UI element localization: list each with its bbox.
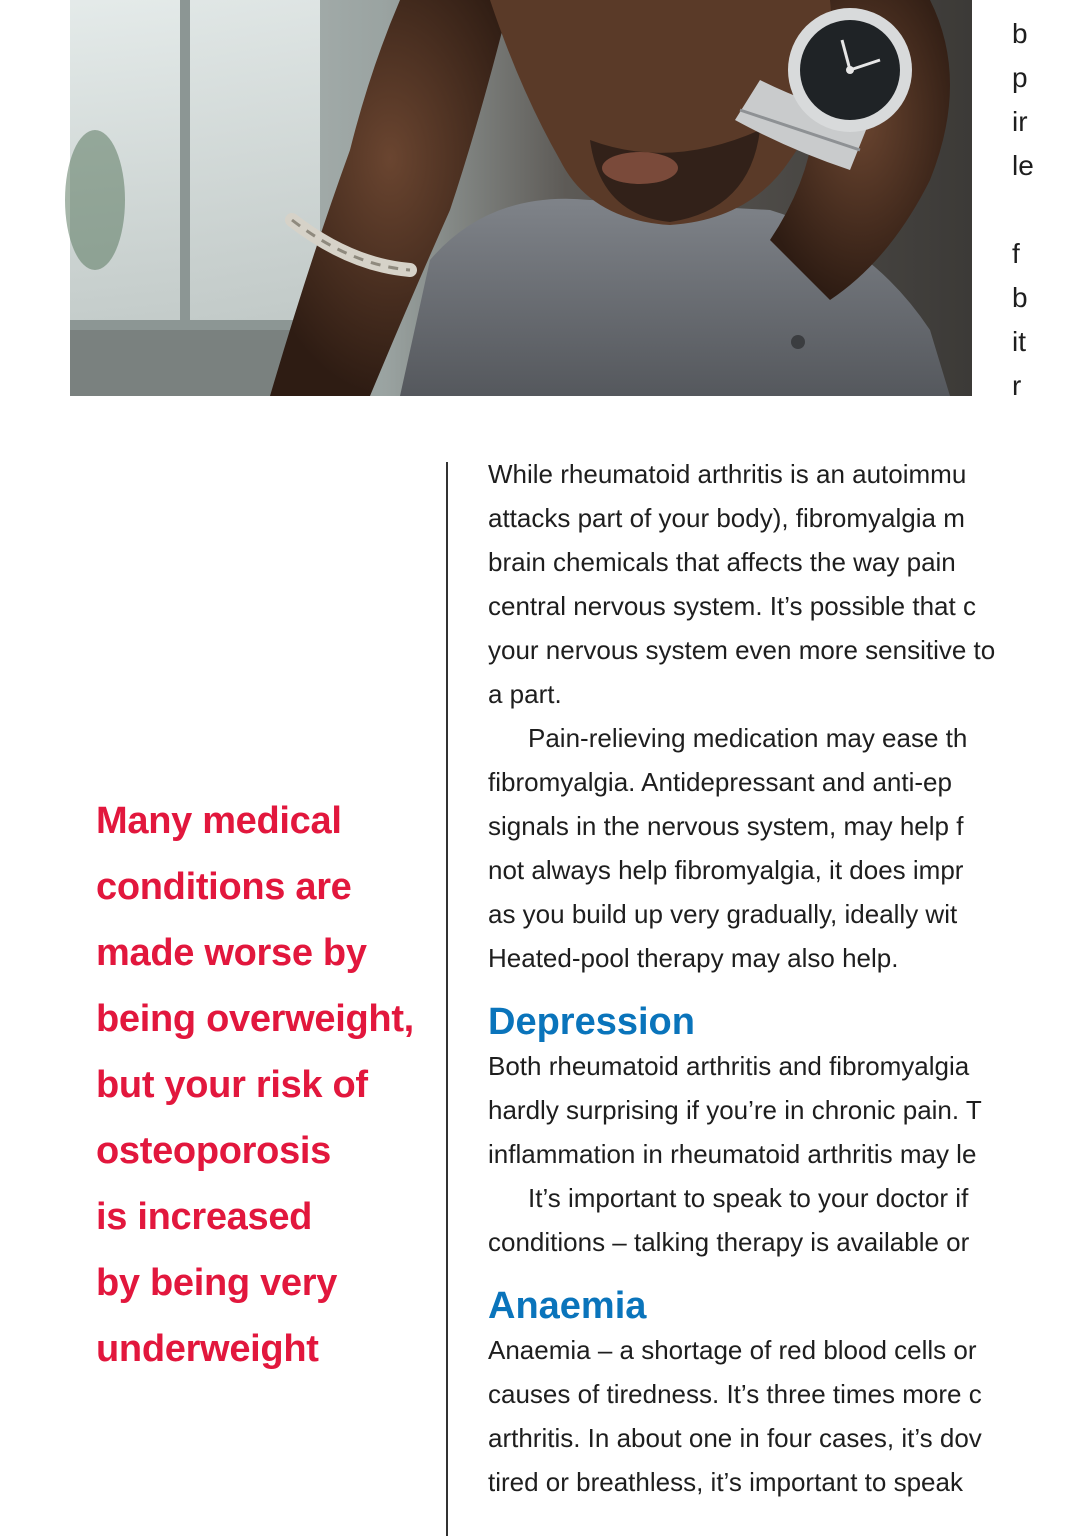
body-line: brain chemicals that affects the way pain (488, 547, 956, 577)
column-divider (446, 462, 448, 1536)
pull-quote-line: being overweight, (96, 998, 414, 1040)
side-line: le (1012, 150, 1034, 181)
side-line: b (1012, 18, 1028, 49)
pull-quote-line: osteoporosis (96, 1130, 331, 1172)
side-line: ir (1012, 106, 1028, 137)
depression-paragraph (488, 1044, 1048, 1264)
body-line: conditions – talking therapy is available or (488, 1227, 970, 1257)
side-line: b (1012, 282, 1028, 313)
body-line: Both rheumatoid arthritis and fibromyalgia (488, 1051, 970, 1081)
body-line: It’s important to speak to your doctor if (528, 1183, 969, 1213)
pull-quote-line: but your risk of (96, 1064, 368, 1106)
body-line: tired or breathless, it’s important to speak (488, 1467, 963, 1497)
body-line: While rheumatoid arthritis is an autoimmu (488, 459, 967, 489)
pull-quote-line: made worse by (96, 932, 367, 974)
anaemia-heading: Anaemia (488, 1285, 647, 1327)
anaemia-paragraph (488, 1328, 1048, 1504)
intro-paragraph (488, 452, 1048, 716)
pull-quote-line: Many medical (96, 800, 342, 842)
pull-quote-line: is increased (96, 1196, 313, 1238)
body-line: central nervous system. It’s possible that c (488, 591, 976, 621)
body-line: as you build up very gradually, ideally wit (488, 899, 958, 929)
paragraph-gap (1012, 188, 1072, 232)
body-line: fibromyalgia. Antidepressant and anti-ep (488, 767, 952, 797)
body-line: signals in the nervous system, may help f (488, 811, 964, 841)
pain-relief-paragraph (488, 716, 1048, 980)
body-line: hardly surprising if you’re in chronic pain. T (488, 1095, 982, 1125)
pull-quote-line: underweight (96, 1328, 319, 1370)
body-line: arthritis. In about one in four cases, it’s dov (488, 1423, 982, 1453)
body-line: Pain-relieving medication may ease th (528, 723, 968, 753)
pull-quote (96, 788, 436, 1382)
body-line: Heated-pool therapy may also help. (488, 943, 899, 973)
pull-quote-line: conditions are (96, 866, 352, 908)
photo-stressed-man (70, 0, 972, 396)
section-gap (488, 1264, 1048, 1284)
body-line: a part. (488, 679, 562, 709)
section-gap (488, 980, 1048, 1000)
body-line: your nervous system even more sensitive to (488, 635, 996, 665)
body-line: attacks part of your body), fibromyalgia m (488, 503, 965, 533)
article-photo (70, 0, 972, 396)
side-line: p (1012, 62, 1028, 93)
cropped-text-column (1012, 12, 1072, 408)
side-line: r (1012, 370, 1022, 401)
side-line: it (1012, 326, 1026, 357)
side-line: f (1012, 238, 1020, 269)
body-line: causes of tiredness. It’s three times more c (488, 1379, 982, 1409)
body-line: Anaemia – a shortage of red blood cells or (488, 1335, 977, 1365)
main-text-column (488, 452, 1048, 1504)
body-line: not always help fibromyalgia, it does impr (488, 855, 964, 885)
pull-quote-line: by being very (96, 1262, 338, 1304)
depression-heading: Depression (488, 1001, 695, 1043)
body-line: inflammation in rheumatoid arthritis may le (488, 1139, 977, 1169)
